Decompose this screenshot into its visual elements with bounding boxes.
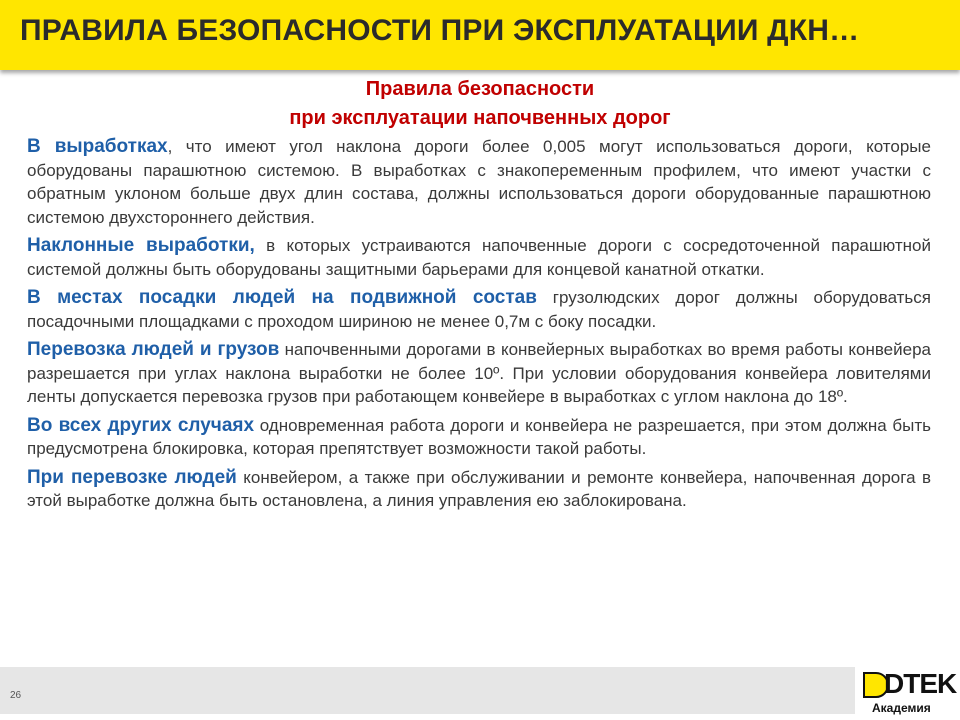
rule-paragraph [27, 286, 931, 333]
section-title-line-1: Правила безопасности [365, 78, 595, 100]
rule-paragraph [27, 414, 931, 461]
rule-lead: При перевозке людей [27, 466, 237, 488]
rule-text: напочвенными дорогами в конвейерных выработках во время работы конвейера разрешается при углах наклона выработки не более 10º. При условии оборудования конвейера ловителями ленты допускается перевозка грузов при работающем конвейере в выработках с углом наклона до 18º. [27, 340, 931, 406]
rule-lead: В местах посадки людей на подвижной состав [27, 287, 537, 308]
rule-paragraph [27, 135, 931, 229]
rule-lead: Перевозка людей и грузов [27, 339, 280, 360]
rule-paragraph [27, 234, 931, 281]
section-title-line-2: при эксплуатации напочвенных дорог [289, 107, 671, 129]
rule-lead: В выработках [27, 136, 168, 157]
rule-lead: Наклонные выработки, [27, 235, 255, 256]
page-title: ПРАВИЛА БЕЗОПАСНОСТИ ПРИ ЭКСПЛУАТАЦИИ ДКН… [20, 14, 860, 47]
rule-paragraph [27, 338, 931, 409]
rule-text: в которых устраиваются напочвенные дороги с сосредоточенной парашютной системой должны быть оборудованы защитными барьерами для концевой канатной откатки. [27, 236, 932, 279]
dtek-logo [862, 668, 957, 716]
rules-content [27, 135, 931, 518]
header-bar [0, 0, 960, 70]
rule-text: одновременная работа дороги и конвейера не разрешается, при этом должна быть предусмотрена блокировка, которая препятствует возможности такой работы. [27, 415, 931, 458]
page-number: 26 [10, 690, 22, 701]
rule-paragraph [27, 466, 931, 513]
logo-text: DTEK [884, 668, 957, 699]
rule-text: , что имеют угол наклона дороги более 0,005 могут использоваться дороги, которые оборудованы парашютною системою. В выработках с знакопеременным профилем, что имеют участки с обратным уклоном больше двух длин состава, должны использоваться дороги оборудованные парашютною системою двухстороннего действия. [27, 137, 931, 227]
footer-band [0, 667, 855, 714]
rule-lead: Во всех других случаях [27, 414, 255, 436]
rule-text: грузолюдских дорог должны оборудоваться посадочными площадками с проходом шириною не менее 0,7м с боку посадки. [27, 288, 931, 331]
logo-subtitle: Академия [872, 701, 931, 715]
rule-text: конвейером, а также при обслуживании и ремонте конвейера, напочвенная дорога в этой выработке должна быть остановлена, а линия управления ею заблокирована. [27, 467, 932, 510]
